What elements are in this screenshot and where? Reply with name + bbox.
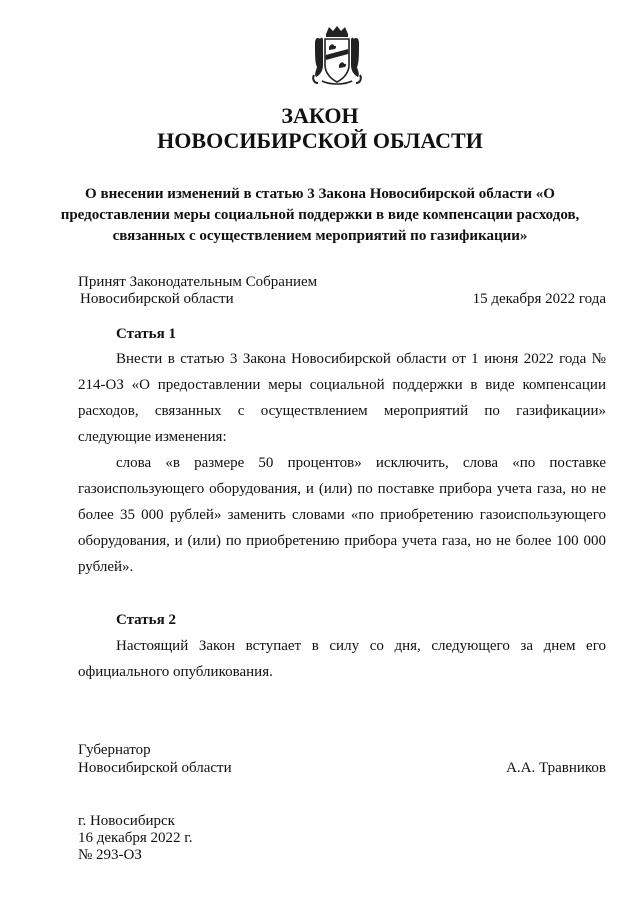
coat-of-arms-icon	[312, 25, 362, 87]
signature-position-2: Новосибирской области	[78, 760, 232, 776]
title-line-1: ЗАКОН	[281, 103, 359, 128]
footer-date: 16 декабря 2022 г.	[78, 830, 193, 846]
footer-city: г. Новосибирск	[78, 813, 175, 829]
article-1-paragraph-2: слова «в размере 50 процентов» исключить, слова «по поставке газоиспользующего оборудования, и (или) по поставке прибора учета газа, но не более 35 000 рублей» заменить словами «по приобретению газоиспользующего оборудования, и (или) по приобретению прибора учета газа, но не более 100 000 рублей».	[78, 455, 606, 575]
article-1-heading: Статья 1	[116, 326, 176, 342]
signature-position-1: Губернатор	[78, 742, 151, 758]
article-1-paragraph-1: Внести в статью 3 Закона Новосибирской области от 1 июня 2022 года № 214-ОЗ «О предоставлении меры социальной поддержки в виде компенсации расходов, связанных с осуществлением мероприятий по газификации» следующие изменения:	[78, 351, 606, 445]
adopted-by-line-2: Новосибирской области	[80, 291, 234, 307]
adopted-by-line-1: Принят Законодательным Собранием	[78, 274, 318, 290]
footer-number: № 293-ОЗ	[78, 847, 142, 863]
signature-name: А.А. Травников	[506, 760, 606, 776]
article-2-heading: Статья 2	[116, 612, 176, 628]
law-subtitle: О внесении изменений в статью 3 Закона Новосибирской области «О предоставлении меры социальной поддержки в виде компенсации расходов, связанных с осуществлением мероприятий по газификации»	[60, 186, 580, 244]
title-line-2: НОВОСИБИРСКОЙ ОБЛАСТИ	[157, 128, 483, 153]
adopted-date: 15 декабря 2022 года	[472, 291, 606, 307]
article-2-paragraph-1: Настоящий Закон вступает в силу со дня, следующего за днем его официального опубликования.	[78, 638, 606, 680]
